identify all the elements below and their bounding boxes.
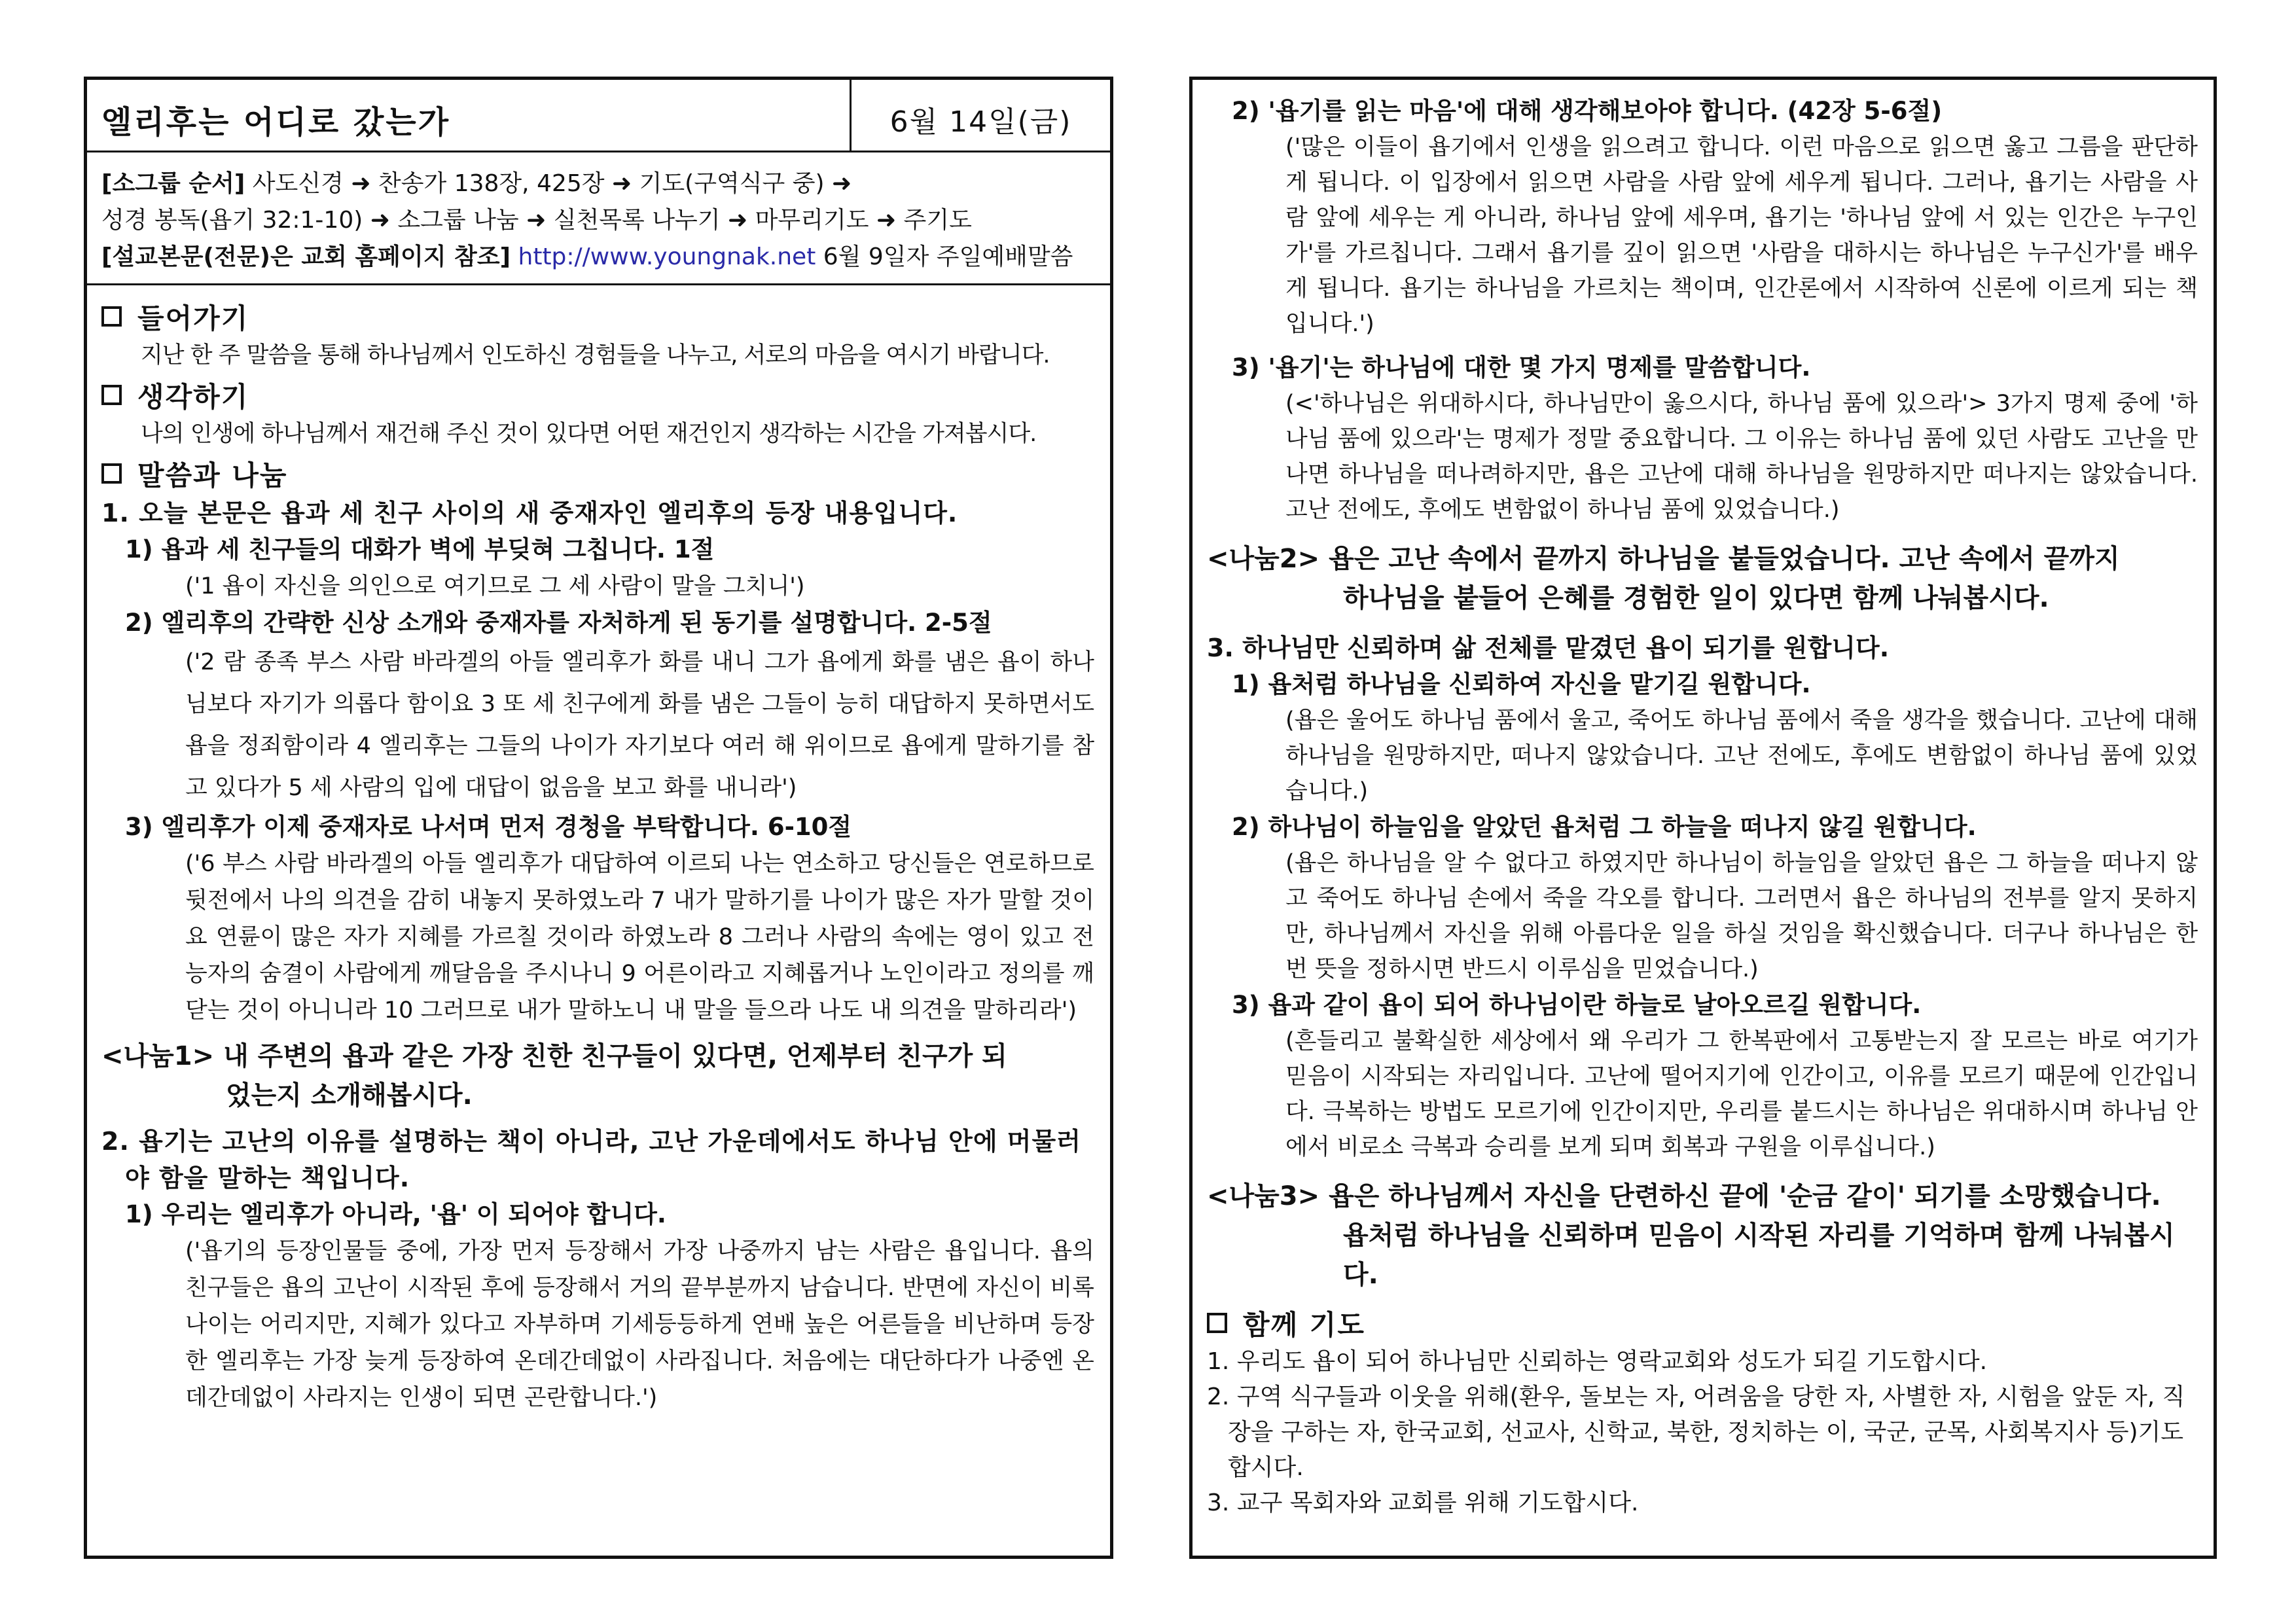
small-group-info bbox=[87, 152, 1110, 285]
sermon-date: 6월 9일자 주일예배말씀 bbox=[816, 243, 1073, 270]
prayer-item-3: 3. 교구 목회자와 교회를 위해 기도합시다. bbox=[1207, 1489, 1639, 1516]
share-3: <나눔3> 욥은 하나님께서 자신을 단련하신 끝에 '순금 같이' 되기를 소망했습니다. 욥처럼 하나님을 신뢰하며 믿음이 시작된 자리를 기억하며 함께 나눠봅시다. bbox=[1207, 1181, 2175, 1290]
point-2-2-quote: ('많은 이들이 욥기에서 인생을 읽으려고 합니다. 이런 마음으로 읽으면 옳고 그름을 판단하게 됩니다. 이 입장에서 읽으면 사람을 사람 앞에 세우게 됩니다. 그러나, 욥기는 사람을 사람 앞에 세우는 게 아니라, 하나님 앞에 세우며, 욥기는 '하나님 앞에 서 있는 인간은 누구인가'를 가르칩니다. 그래서 욥기를 깊이 읽으면 '사람을 대하시는 하나님은 누구신가'를 배우게 됩니다. 욥기는 하나님을 가르치는 책이며, 인간론에서 시작하여 신론에 이르게 되는 책입니다.') bbox=[1285, 134, 2198, 337]
title-bar bbox=[87, 80, 1110, 152]
checkbox-icon bbox=[101, 385, 122, 405]
share-2: <나눔2> 욥은 고난 속에서 끝까지 하나님을 붙들었습니다. 고난 속에서 끝까지 하나님을 붙들어 은혜를 경험한 일이 있다면 함께 나눠봅시다. bbox=[1207, 544, 2120, 613]
point-1-1: 1) 욥과 세 친구들의 대화가 벽에 부딪혀 그칩니다. 1절 bbox=[125, 535, 715, 563]
point-1-3-quote: ('6 부스 사람 바라겔의 아들 엘리후가 대답하여 이르되 나는 연소하고 당신들은 연로하므로 뒷전에서 나의 의견을 감히 내놓지 못하였노라 7 내가 말하기를 나이가 많은 자가 말할 것이요 연륜이 많은 자가 지혜를 가르칠 것이라 하였노라 8 그러나 사람의 속에는 영이 있고 전능자의 숨결이 사람에게 깨달음을 주시나니 9 어른이라고 지혜롭거나 노인이라고 정의를 깨닫는 것이 아니니라 10 그러므로 내가 말하노니 내 말을 들으라 나도 내 의견을 말하리라') bbox=[185, 851, 1095, 1024]
point-3-1-quote: (욥은 울어도 하나님 품에서 울고, 죽어도 하나님 품에서 죽을 생각을 했습니다. 고난에 대해 하나님을 원망하지만, 떠나지 않았습니다. 고난 전에도, 후에도 변함없이 하나님 품에 있었습니다.) bbox=[1285, 707, 2198, 804]
point-3-heading: 3. 하나님만 신뢰하며 삶 전체를 맡겼던 욥이 되기를 원합니다. bbox=[1207, 633, 1890, 662]
right-body bbox=[1193, 80, 2214, 1521]
point-3-2-quote: (욥은 하나님을 알 수 없다고 하였지만 하나님이 하늘임을 알았던 욥은 그 하늘을 떠나지 않고 죽어도 하나님 손에서 죽을 각오를 합니다. 그러면서 욥은 하나님의 전부를 알지 못하지만, 하나님께서 자신을 위해 아름다운 일을 하실 것임을 확신했습니다. 더구나 하나님은 한 번 뜻을 정하시면 반드시 이루심을 믿었습니다.) bbox=[1285, 850, 2198, 982]
point-2-3: 3) '욥기'는 하나님에 대한 몇 가지 명제를 말씀합니다. bbox=[1232, 353, 1811, 382]
prayer-item-2: 2. 구역 식구들과 이웃을 위해(환우, 돌보는 자, 어려움을 당한 자, 사별한 자, 시험을 앞둔 자, 직장을 구하는 자, 한국교회, 선교사, 신학교, 북한, 정치하는 이, 국군, 군목, 사회복지사 등)기도합시다. bbox=[1207, 1383, 2185, 1481]
prayer-item-1: 1. 우리도 욥이 되어 하나님만 신뢰하는 영락교회와 성도가 되길 기도합시다. bbox=[1207, 1348, 1988, 1375]
section-heading-think: 생각하기 bbox=[101, 378, 1094, 416]
order-line-1: 사도신경 ➜ 찬송가 138장, 425장 ➜ 기도(구역식구 중) ➜ bbox=[245, 170, 852, 197]
intro-text: 지난 한 주 말씀을 통해 하나님께서 인도하신 경험들을 나누고, 서로의 마음을 여시기 바랍니다. bbox=[141, 342, 1050, 368]
think-text: 나의 인생에 하나님께서 재건해 주신 것이 있다면 어떤 재건인지 생각하는 시간을 가져봅시다. bbox=[141, 421, 1037, 447]
point-2-1: 1) 우리는 엘리후가 아니라, '욥' 이 되어야 합니다. bbox=[125, 1200, 666, 1228]
section-heading-intro: 들어가기 bbox=[101, 300, 1094, 338]
church-url-link[interactable]: http://www.youngnak.net bbox=[511, 243, 816, 270]
point-1-2: 2) 엘리후의 간략한 신상 소개와 중재자를 자처하게 된 동기를 설명합니다. 2-5절 bbox=[125, 609, 992, 637]
point-2-heading: 2. 욥기는 고난의 이유를 설명하는 책이 아니라, 고난 가운데에서도 하나님 안에 머물러야 함을 말하는 책입니다. bbox=[101, 1127, 1081, 1192]
share-1: <나눔1> 내 주변의 욥과 같은 가장 친한 친구들이 있다면, 언제부터 친구가 되 었는지 소개해봅시다. bbox=[101, 1041, 1007, 1111]
point-2-1-quote: ('욥기의 등장인물들 중에, 가장 먼저 등장해서 가장 나중까지 남는 사람은 욥입니다. 욥의 친구들은 욥의 고난이 시작된 후에 등장해서 거의 끝부분까지 남습니다. 반면에 자신이 비록 나이는 어리지만, 지혜가 있다고 자부하며 기세등등하게 연배 높은 어른들을 비난하며 등장한 엘리후는 가장 늦게 등장하여 온데간데없이 사라집니다. 처음에는 대단하다가 나중엔 온데간데없이 사라지는 인생이 되면 곤란합니다.') bbox=[185, 1238, 1094, 1411]
page-title: 엘리후는 어디로 갔는가 bbox=[87, 80, 852, 151]
point-2-3-quote: (<'하나님은 위대하시다, 하나님만이 옳으시다, 하나님 품에 있으라'> 3가지 명제 중에 '하나님 품에 있으라'는 명제가 정말 중요합니다. 그 이유는 하나님 품에 있던 사람도 고난을 만나면 하나님을 떠나려하지만, 욥은 고난에 대해 하나님을 원망하지만 떠나지는 않았습니다. 고난 전에도, 후에도 변함없이 하나님 품에 있었습니다.) bbox=[1285, 391, 2198, 523]
section-heading-word: 말씀과 나눔 bbox=[101, 457, 1094, 495]
point-1-1-quote: ('1 욥이 자신을 의인으로 여기므로 그 세 사람이 말을 그치니') bbox=[185, 573, 805, 599]
right-panel bbox=[1189, 77, 2217, 1559]
checkbox-icon bbox=[101, 306, 122, 327]
date-label: 6월 14일(금) bbox=[889, 105, 1072, 139]
point-1-2-quote: ('2 람 종족 부스 사람 바라겔의 아들 엘리후가 화를 내니 그가 욥에게 화를 냄은 욥이 하나님보다 자기가 의롭다 함이요 3 또 세 친구에게 화를 냄은 그들이 능히 대답하지 못하면서도 욥을 정죄함이라 4 엘리후는 그들의 나이가 자기보다 여러 해 위이므로 욥에게 말하기를 참고 있다가 5 세 사람의 입에 대답이 없음을 보고 화를 내니라') bbox=[185, 649, 1095, 801]
left-body bbox=[87, 285, 1110, 1416]
left-panel bbox=[84, 77, 1113, 1559]
order-label: [소그룹 순서] bbox=[101, 170, 245, 197]
sermon-ref-label: [설교본문(전문)은 교회 홈페이지 참조] bbox=[101, 243, 511, 270]
order-line-2: 성경 봉독(욥기 32:1-10) ➜ 소그룹 나눔 ➜ 실천목록 나누기 ➜ 마무리기도 ➜ 주기도 bbox=[101, 207, 972, 234]
prayer-list bbox=[1207, 1344, 2198, 1521]
point-3-3-quote: (흔들리고 불확실한 세상에서 왜 우리가 그 한복판에서 고통받는지 잘 모르는 바로 여기가 믿음이 시작되는 자리입니다. 고난에 떨어지기에 인간이고, 이유를 모르기 때문에 인간입니다. 극복하는 방법도 모르기에 인간이지만, 우리를 붙드시는 하나님은 위대하시며 하나님 안에서 비로소 극복과 승리를 보게 되며 회복과 구원을 이루십니다.) bbox=[1285, 1028, 2198, 1160]
point-3-3: 3) 욥과 같이 욥이 되어 하나님이란 하늘로 날아오르길 원합니다. bbox=[1232, 991, 1922, 1019]
section-heading-prayer: 함께 기도 bbox=[1207, 1306, 2198, 1344]
point-3-1: 1) 욥처럼 하나님을 신뢰하여 자신을 맡기길 원합니다. bbox=[1232, 670, 1811, 698]
point-1-heading: 1. 오늘 본문은 욥과 세 친구 사이의 새 중재자인 엘리후의 등장 내용입니다. bbox=[101, 499, 958, 527]
point-3-2: 2) 하나님이 하늘임을 알았던 욥처럼 그 하늘을 떠나지 않길 원합니다. bbox=[1232, 813, 1977, 841]
checkbox-icon bbox=[101, 463, 122, 484]
checkbox-icon bbox=[1207, 1313, 1227, 1333]
point-2-2: 2) '욥기를 읽는 마음'에 대해 생각해보아야 합니다. (42장 5-6절) bbox=[1232, 97, 1943, 125]
point-1-3: 3) 엘리후가 이제 중재자로 나서며 먼저 경청을 부탁합니다. 6-10절 bbox=[125, 813, 852, 841]
